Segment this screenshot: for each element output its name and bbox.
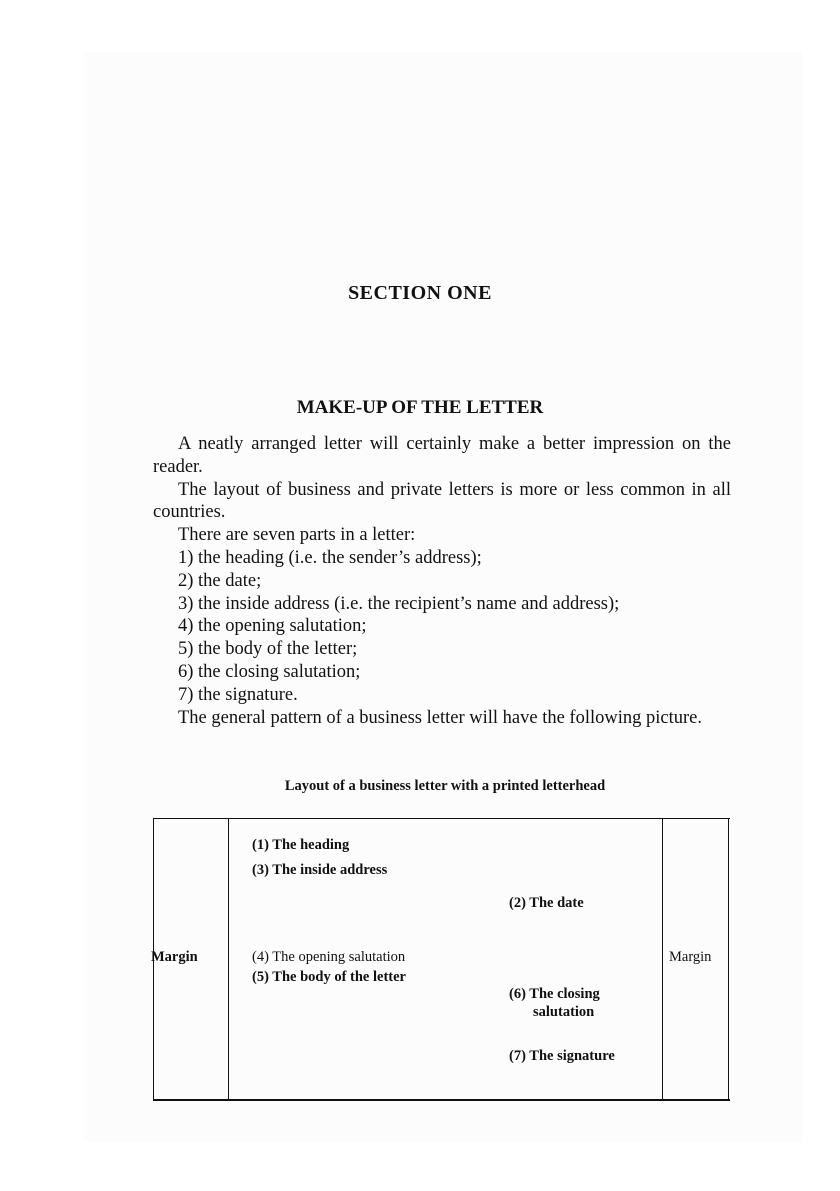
layout-closing-label-continued: salutation — [533, 1004, 595, 1020]
list-item-inside-address: 3) the inside address (i.e. the recipient’s name and address); — [178, 593, 620, 614]
chapter-title: MAKE-UP OF THE LETTER — [296, 397, 544, 418]
list-item-heading: 1) the heading (i.e. the sender’s address); — [178, 547, 482, 568]
body-text — [153, 433, 731, 729]
left-margin-divider — [228, 819, 229, 1099]
layout-heading-label: (1) The heading — [252, 837, 350, 853]
letter-layout-diagram — [153, 818, 730, 1101]
list-item-signature: 7) the signature. — [178, 684, 298, 705]
right-border-line — [728, 819, 729, 1099]
right-margin-divider — [662, 819, 663, 1099]
layout-body-label: (5) The body of the letter — [252, 969, 406, 985]
figure-caption: Layout of a business letter with a printed letterhead — [284, 778, 606, 794]
list-item-closing-salutation: 6) the closing salutation; — [178, 661, 361, 682]
section-title: SECTION ONE — [348, 282, 492, 304]
layout-inside-address-label: (3) The inside address — [252, 862, 388, 878]
paragraph-parts-intro: There are seven parts in a letter: — [178, 525, 416, 546]
layout-signature-label: (7) The signature — [509, 1048, 615, 1064]
list-item-date: 2) the date; — [178, 570, 262, 591]
left-margin-label: Margin — [151, 949, 198, 965]
layout-closing-label: (6) The closing — [509, 986, 600, 1002]
list-item-body: 5) the body of the letter; — [178, 639, 358, 660]
list-item-opening-salutation: 4) the opening salutation; — [178, 616, 367, 637]
paragraph-layout: The layout of business and private letters is more or less common in all countries. — [153, 479, 731, 523]
layout-date-label: (2) The date — [509, 895, 584, 911]
paragraph-pattern: The general pattern of a business letter will have the following picture. — [178, 707, 702, 728]
right-margin-label: Margin — [669, 949, 712, 965]
layout-opening-salutation-label: (4) The opening salutation — [252, 949, 406, 965]
paragraph-intro: A neatly arranged letter will certainly make a better impression on the reader. — [153, 434, 731, 477]
